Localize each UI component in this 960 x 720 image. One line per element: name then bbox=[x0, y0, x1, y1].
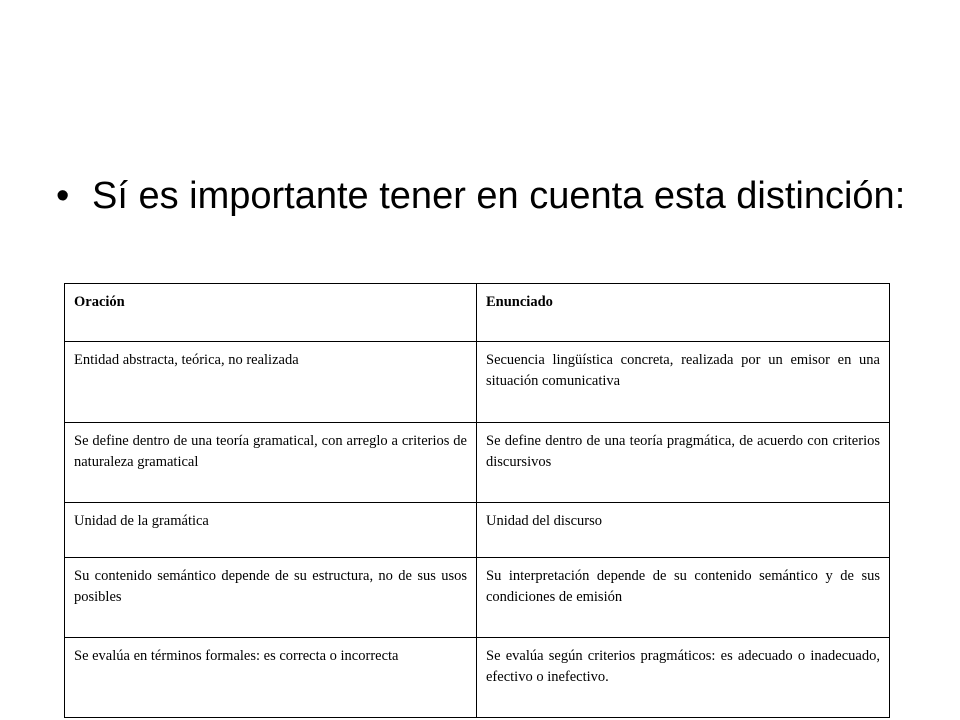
bullet-point bbox=[56, 172, 916, 220]
table-row bbox=[65, 503, 890, 558]
table-cell: Se evalúa según criterios pragmáticos: es adecuado o inadecuado, efectivo o inefectivo. bbox=[477, 638, 890, 718]
bullet-text: Sí es importante tener en cuenta esta distinción: bbox=[92, 175, 906, 217]
header-enunciado: Enunciado bbox=[477, 284, 890, 342]
table-cell: Se evalúa en términos formales: es correcta o incorrecta bbox=[65, 638, 477, 718]
bullet-dot-icon: • bbox=[56, 175, 70, 217]
table-row bbox=[65, 558, 890, 638]
table-cell: Se define dentro de una teoría pragmática, de acuerdo con criterios discursivos bbox=[477, 423, 890, 503]
table-cell: Su contenido semántico depende de su estructura, no de sus usos posibles bbox=[65, 558, 477, 638]
table-cell: Unidad de la gramática bbox=[65, 503, 477, 558]
table-cell: Secuencia lingüística concreta, realizada por un emisor en una situación comunicativa bbox=[477, 342, 890, 423]
table-header-row bbox=[65, 284, 890, 342]
table-cell: Entidad abstracta, teórica, no realizada bbox=[65, 342, 477, 423]
table-row bbox=[65, 342, 890, 423]
table-row bbox=[65, 638, 890, 718]
distinction-table bbox=[64, 283, 890, 718]
table-cell: Unidad del discurso bbox=[477, 503, 890, 558]
header-oracion: Oración bbox=[65, 284, 477, 342]
table-row bbox=[65, 423, 890, 503]
table-cell: Se define dentro de una teoría gramatical, con arreglo a criterios de naturaleza gramatical bbox=[65, 423, 477, 503]
table-cell: Su interpretación depende de su contenido semántico y de sus condiciones de emisión bbox=[477, 558, 890, 638]
